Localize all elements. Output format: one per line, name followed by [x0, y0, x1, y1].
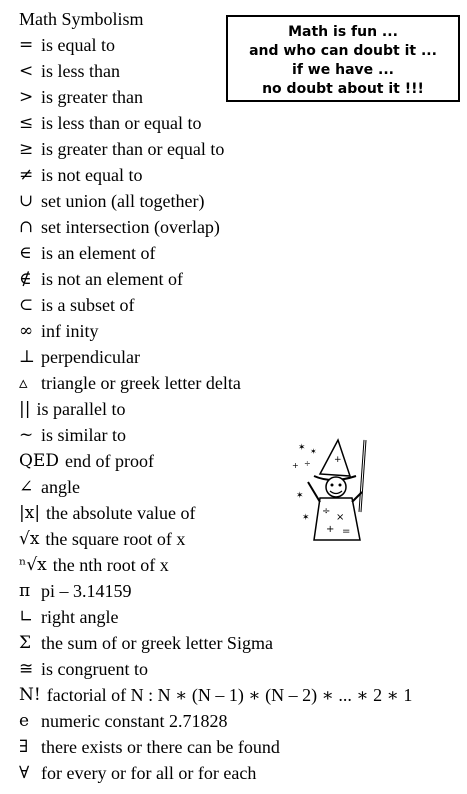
- symbol-meaning: triangle or greek letter delta: [41, 373, 241, 393]
- parallel-sign-icon: ||: [19, 399, 31, 419]
- less-than-or-equal-sign-icon: ≤: [19, 113, 34, 133]
- symbol-meaning: is parallel to: [36, 399, 126, 419]
- element-of-sign-icon: ∈: [19, 243, 32, 263]
- symbol-row: [19, 630, 412, 656]
- symbol-meaning: is similar to: [41, 425, 126, 445]
- not-equal-sign-icon: ≠: [19, 165, 34, 185]
- symbol-row: [19, 84, 412, 110]
- symbol-row: [19, 396, 412, 422]
- svg-text:÷: ÷: [322, 506, 331, 517]
- infinity-sign-icon: ∞: [19, 321, 34, 341]
- nth-root-sign-icon: ⁿ√x: [19, 555, 47, 575]
- symbol-row: [19, 110, 412, 136]
- symbol-meaning: is congruent to: [41, 659, 148, 679]
- symbol-meaning: is a subset of: [41, 295, 135, 315]
- symbol-meaning: right angle: [41, 607, 119, 627]
- symbol-row: [19, 188, 412, 214]
- symbol-row: [19, 214, 412, 240]
- symbol-meaning: set union (all together): [41, 191, 205, 211]
- symbol-row: [19, 656, 412, 682]
- svg-text:✶: ✶: [302, 513, 310, 523]
- svg-text:+: +: [334, 455, 342, 465]
- greater-than-or-equal-sign-icon: ≥: [19, 139, 34, 159]
- symbol-meaning: is greater than: [41, 87, 143, 107]
- congruent-sign-icon: ≅: [19, 659, 34, 679]
- fun-box-line: Math is fun ...: [288, 24, 398, 40]
- symbol-row: [19, 318, 412, 344]
- symbol-meaning: is less than or equal to: [41, 113, 202, 133]
- symbol-row: [19, 266, 412, 292]
- fun-box-line: and who can doubt it ...: [249, 43, 437, 59]
- symbol-meaning: there exists or there can be found: [41, 737, 280, 757]
- symbol-row: [19, 734, 412, 760]
- angle-sign-icon: ∠: [19, 477, 34, 497]
- square-root-sign-icon: √x: [19, 529, 40, 549]
- greater-than-sign-icon: >: [19, 87, 34, 107]
- pi-sign-icon: π: [19, 581, 31, 601]
- symbol-meaning: is not equal to: [41, 165, 143, 185]
- exists-sign-icon: ∃: [19, 737, 29, 757]
- symbol-meaning: is equal to: [41, 35, 115, 55]
- svg-text:+: +: [292, 461, 299, 470]
- symbol-row: [19, 578, 412, 604]
- symbol-row: [19, 760, 412, 786]
- absolute-value-sign-icon: |x|: [19, 503, 41, 523]
- symbol-row: [19, 292, 412, 318]
- symbol-row: [19, 240, 412, 266]
- subset-sign-icon: ⊂: [19, 295, 34, 315]
- fun-box-line: no doubt about it !!!: [262, 81, 424, 97]
- symbol-meaning: is an element of: [41, 243, 156, 263]
- symbol-row: [19, 32, 412, 58]
- symbol-meaning: the absolute value of: [46, 503, 196, 523]
- less-than-sign-icon: <: [19, 61, 34, 81]
- perpendicular-sign-icon: ⊥: [19, 347, 35, 367]
- symbol-meaning: perpendicular: [41, 347, 140, 367]
- e-constant-text: e: [19, 711, 30, 731]
- sigma-sign-icon: Σ: [19, 633, 32, 653]
- svg-text:✶: ✶: [296, 491, 304, 501]
- right-angle-sign-icon: ∟: [19, 607, 34, 627]
- svg-text:=: =: [342, 526, 351, 537]
- symbol-row: [19, 682, 412, 708]
- similar-sign-icon: ~: [19, 425, 34, 445]
- symbol-meaning: the nth root of x: [52, 555, 169, 575]
- symbol-row: [19, 136, 412, 162]
- triangle-sign-icon: ▵: [19, 373, 28, 393]
- symbol-meaning: is less than: [41, 61, 120, 81]
- svg-text:×: ×: [336, 512, 345, 523]
- symbol-row: [19, 58, 412, 84]
- symbol-meaning: inf inity: [41, 321, 99, 341]
- symbol-row: [19, 604, 412, 630]
- symbol-meaning: is not an element of: [41, 269, 183, 289]
- symbol-meaning: the square root of x: [45, 529, 186, 549]
- equals-sign-icon: =: [19, 35, 34, 55]
- union-sign-icon: ∪: [19, 191, 34, 211]
- svg-text:✶: ✶: [298, 443, 306, 453]
- symbol-meaning: the sum of or greek letter Sigma: [41, 633, 273, 653]
- not-element-of-sign-icon: ∉: [19, 269, 32, 289]
- symbol-row: [19, 344, 412, 370]
- symbol-row: [19, 708, 412, 734]
- qed-text: QED: [19, 451, 59, 471]
- math-wizard-icon: [290, 432, 390, 547]
- svg-text:+: +: [326, 524, 335, 535]
- intersection-sign-icon: ∩: [19, 217, 34, 237]
- symbol-row: [19, 162, 412, 188]
- svg-text:✶: ✶: [310, 447, 317, 456]
- symbol-meaning: pi – 3.14159: [41, 581, 132, 601]
- symbol-list: [19, 32, 412, 786]
- symbol-meaning: angle: [41, 477, 80, 497]
- symbol-meaning: factorial of N : N ∗ (N – 1) ∗ (N – 2) ∗ ... ∗ 2 ∗ 1: [46, 685, 413, 705]
- symbol-meaning: end of proof: [64, 451, 154, 471]
- symbol-meaning: is greater than or equal to: [41, 139, 225, 159]
- page-title: Math Symbolism: [19, 9, 144, 29]
- symbol-row: [19, 370, 412, 396]
- symbol-row: [19, 552, 412, 578]
- for-all-sign-icon: ∀: [19, 763, 30, 783]
- factorial-text: N!: [19, 685, 41, 705]
- svg-text:÷: ÷: [304, 459, 311, 468]
- symbol-meaning: set intersection (overlap): [41, 217, 220, 237]
- symbol-meaning: for every or for all or for each: [41, 763, 257, 783]
- symbol-meaning: numeric constant 2.71828: [41, 711, 228, 731]
- fun-box-line: if we have ...: [292, 62, 394, 78]
